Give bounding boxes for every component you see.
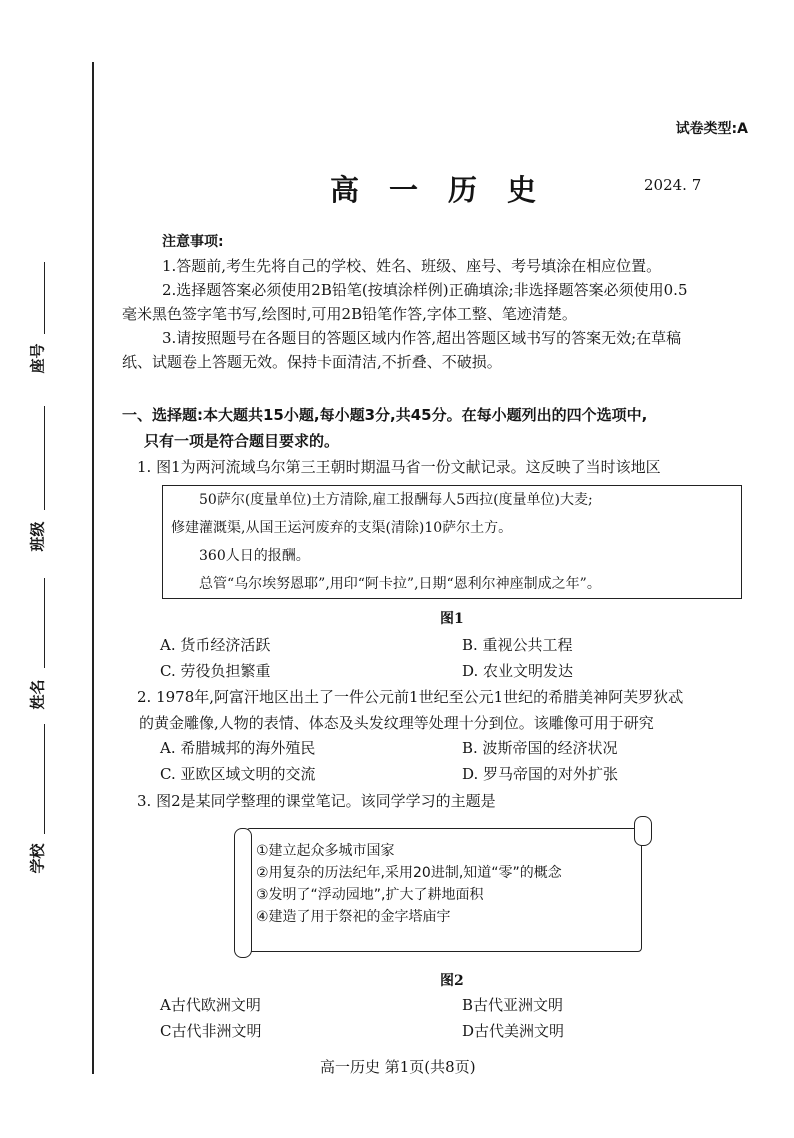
figure-2-caption: 图2 <box>440 973 464 989</box>
notice-item: 纸、试题卷上答题无效。保持卡面清洁,不折叠、不破损。 <box>122 353 502 371</box>
record-line: 修建灌溉渠,从国王运河废弃的支渠(清除)10萨尔土方。 <box>171 520 513 536</box>
seat-line <box>44 262 45 334</box>
notice-item: 3.请按照题号在各题目的答题区域内作答,超出答题区域书写的答案无效;在草稿 <box>162 329 682 347</box>
q3-option-c[interactable]: C古代非洲文明 <box>160 1022 262 1040</box>
paper-type: 试卷类型:A <box>675 121 748 137</box>
note-line: ④建造了用于祭祀的金字塔庙宇 <box>256 909 451 925</box>
q3-option-b[interactable]: B古代亚洲文明 <box>462 996 564 1014</box>
notice-block <box>122 230 752 374</box>
binding-line <box>92 62 94 1074</box>
section-line: 只有一项是符合题目要求的。 <box>144 432 340 450</box>
q2-option-d[interactable]: D. 罗马帝国的对外扩张 <box>462 765 619 783</box>
figure-1-caption: 图1 <box>440 611 464 627</box>
q2-option-c[interactable]: C. 亚欧区域文明的交流 <box>160 765 316 783</box>
record-line: 总管“乌尔埃努恩耶”,用印“阿卡拉”,日期“恩利尔神座制成之年”。 <box>199 576 601 592</box>
class-label: 班级 <box>28 521 47 552</box>
q3-option-d[interactable]: D古代美洲文明 <box>462 1022 565 1040</box>
q2-stem-line: 的黄金雕像,人物的表情、体态及头发纹理等处理十分到位。该雕像可用于研究 <box>139 714 654 732</box>
note-line: ③发明了“浮动园地”,扩大了耕地面积 <box>256 887 484 903</box>
school-label: 学校 <box>28 843 47 874</box>
scroll-roll-left <box>234 828 252 958</box>
q1-option-a[interactable]: A. 货币经济活跃 <box>160 636 271 654</box>
notice-item: 毫米黑色签字笔书写,绘图时,可用2B铅笔作答,字体工整、笔迹清楚。 <box>122 305 577 323</box>
page-title: 高一历史 <box>330 173 567 207</box>
q3-option-a[interactable]: A古代欧洲文明 <box>160 996 261 1014</box>
notice-heading: 注意事项: <box>162 234 224 250</box>
class-line <box>44 406 45 510</box>
note-line: ②用复杂的历法纪年,采用20进制,知道“零”的概念 <box>256 865 562 881</box>
q1-option-d[interactable]: D. 农业文明发达 <box>462 662 574 680</box>
q2-option-b[interactable]: B. 波斯帝国的经济状况 <box>462 739 618 757</box>
scroll-notes <box>256 840 562 928</box>
notice-item: 2.选择题答案必须使用2B铅笔(按填涂样例)正确填涂;非选择题答案必须使用0.5 <box>162 281 688 299</box>
class-notes-scroll <box>232 812 654 960</box>
question-3-stem: 3. 图2是某同学整理的课堂笔记。该同学学习的主题是 <box>137 792 496 810</box>
school-line <box>44 724 45 834</box>
section-line: 一、选择题:本大题共15小题,每小题3分,共45分。在每小题列出的四个选项中, <box>122 406 648 424</box>
q2-option-a[interactable]: A. 希腊城邦的海外殖民 <box>160 739 316 757</box>
record-line: 50萨尔(度量单位)土方清除,雇工报酬每人5西拉(度量单位)大麦; <box>199 492 593 508</box>
document-record-box <box>162 485 742 599</box>
q1-option-c[interactable]: C. 劳役负担繁重 <box>160 662 271 680</box>
name-label: 姓名 <box>28 679 47 710</box>
q2-stem-line: 2. 1978年,阿富汗地区出土了一件公元前1世纪至公元1世纪的希腊美神阿芙罗狄忒 <box>137 688 684 706</box>
name-line <box>44 578 45 668</box>
note-line: ①建立起众多城市国家 <box>256 843 395 859</box>
notice-item: 1.答题前,考生先将自己的学校、姓名、班级、座号、考号填涂在相应位置。 <box>162 257 662 275</box>
page-footer: 高一历史 第1页(共8页) <box>320 1058 476 1076</box>
seat-label: 座号 <box>28 343 47 374</box>
exam-date: 2024. 7 <box>644 176 702 194</box>
scroll-roll-right <box>634 816 652 846</box>
q1-option-b[interactable]: B. 重视公共工程 <box>462 636 573 654</box>
question-1-stem: 1. 图1为两河流域乌尔第三王朝时期温马省一份文献记录。这反映了当时该地区 <box>137 458 661 476</box>
question-2-stem <box>137 684 762 736</box>
section-heading <box>122 402 762 454</box>
record-line: 360人日的报酬。 <box>199 548 310 564</box>
